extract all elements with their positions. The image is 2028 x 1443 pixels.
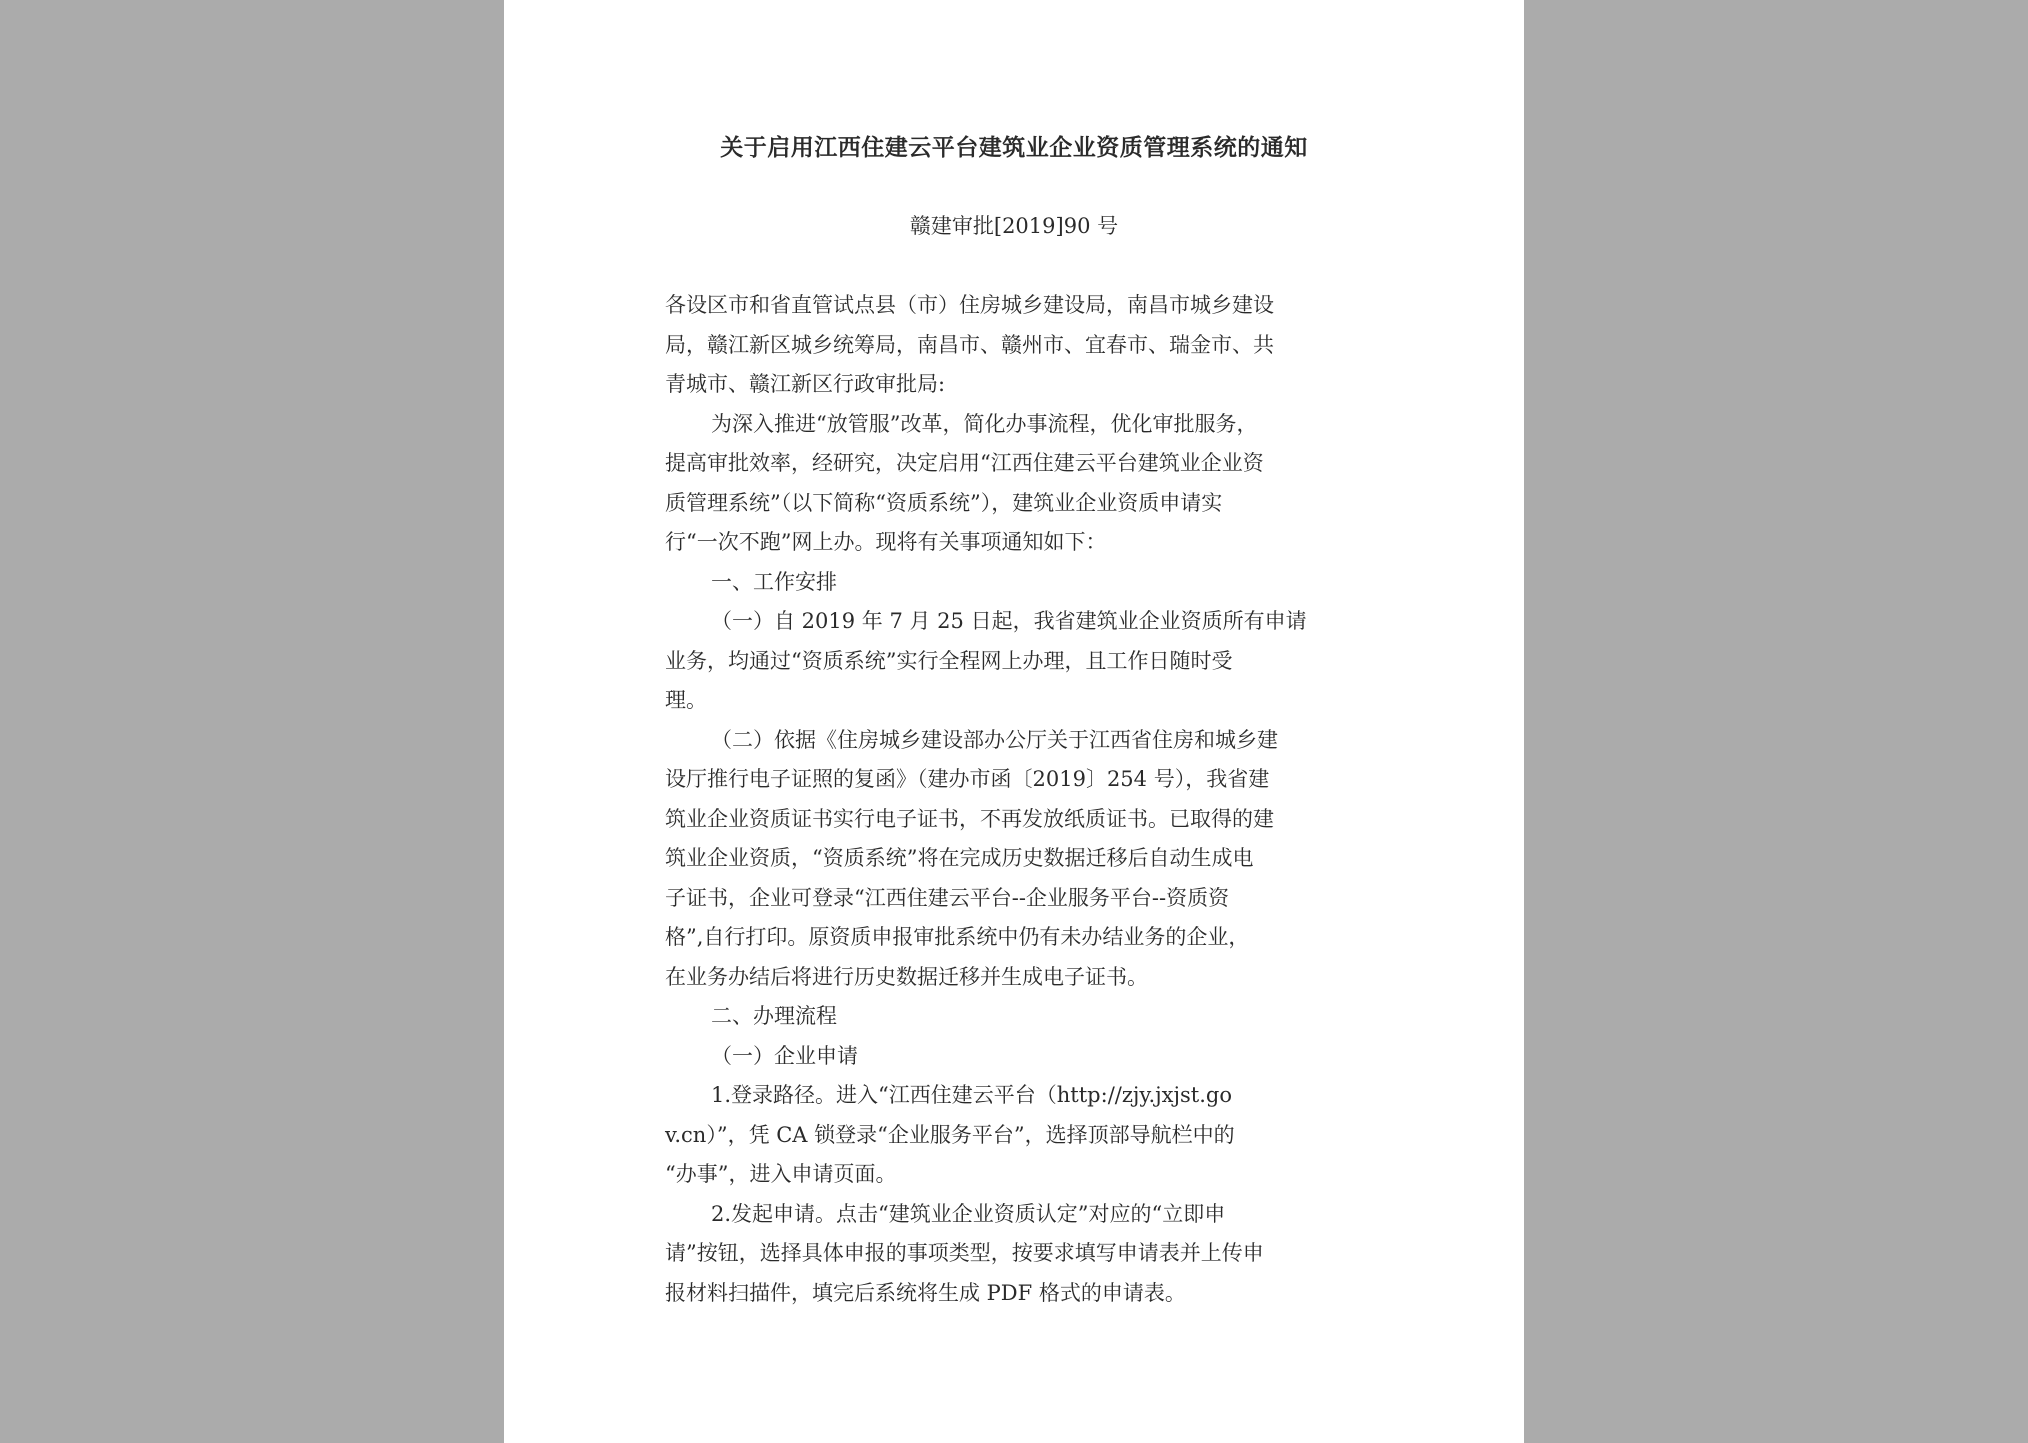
body-line: 筑业企业资质，“资质系统”将在完成历史数据迁移后自动生成电 bbox=[665, 846, 1254, 870]
body-line: 为深入推进“放管服”改革，简化办事流程，优化审批服务， bbox=[711, 412, 1258, 436]
body-line: “办事”，进入申请页面。 bbox=[665, 1162, 897, 1186]
document-title: 关于启用江西住建云平台建筑业企业资质管理系统的通知 bbox=[720, 134, 1308, 161]
body-line: 业务，均通过“资质系统”实行全程网上办理，且工作日随时受 bbox=[665, 649, 1233, 673]
document-page bbox=[504, 0, 1524, 1443]
body-line: 理。 bbox=[665, 688, 707, 712]
body-line: 各设区市和省直管试点县（市）住房城乡建设局，南昌市城乡建设 bbox=[665, 293, 1274, 317]
body-line: （一）企业申请 bbox=[711, 1044, 858, 1068]
body-line: 行“一次不跑”网上办。现将有关事项通知如下： bbox=[665, 530, 1107, 554]
body-line: 二、办理流程 bbox=[711, 1004, 837, 1028]
body-line: 一、工作安排 bbox=[711, 570, 837, 594]
body-line: 质管理系统”（以下简称“资质系统”），建筑业企业资质申请实 bbox=[665, 491, 1223, 515]
body-line: （一）自 2019 年 7 月 25 日起，我省建筑业企业资质所有申请 bbox=[711, 609, 1307, 633]
body-line: 在业务办结后将进行历史数据迁移并生成电子证书。 bbox=[665, 965, 1148, 989]
body-line: （二）依据《住房城乡建设部办公厅关于江西省住房和城乡建 bbox=[711, 728, 1278, 752]
body-line: 格”,自行打印。原资质申报审批系统中仍有未办结业务的企业， bbox=[665, 925, 1250, 949]
body-line: 提高审批效率，经研究，决定启用“江西住建云平台建筑业企业资 bbox=[665, 451, 1264, 475]
body-line: 2.发起申请。点击“建筑业企业资质认定”对应的“立即申 bbox=[711, 1202, 1226, 1226]
body-line: 1.登录路径。进入“江西住建云平台（http://zjy.jxjst.go bbox=[711, 1083, 1233, 1107]
body-line: 局，赣江新区城乡统筹局，南昌市、赣州市、宜春市、瑞金市、共 bbox=[665, 333, 1274, 357]
body-line: v.cn）”，凭 CA 锁登录“企业服务平台”，选择顶部导航栏中的 bbox=[665, 1123, 1235, 1147]
body-line: 报材料扫描件，填完后系统将生成 PDF 格式的申请表。 bbox=[665, 1281, 1186, 1305]
body-line: 请”按钮，选择具体申报的事项类型，按要求填写申请表并上传申 bbox=[665, 1241, 1264, 1265]
body-line: 筑业企业资质证书实行电子证书，不再发放纸质证书。已取得的建 bbox=[665, 807, 1274, 831]
document-number: 赣建审批[2019]90 号 bbox=[909, 214, 1119, 238]
body-line: 青城市、赣江新区行政审批局: bbox=[665, 372, 946, 396]
body-line: 设厅推行电子证照的复函》（建办市函〔2019〕254 号），我省建 bbox=[665, 767, 1270, 791]
body-line: 子证书，企业可登录“江西住建云平台--企业服务平台--资质资 bbox=[665, 886, 1230, 910]
